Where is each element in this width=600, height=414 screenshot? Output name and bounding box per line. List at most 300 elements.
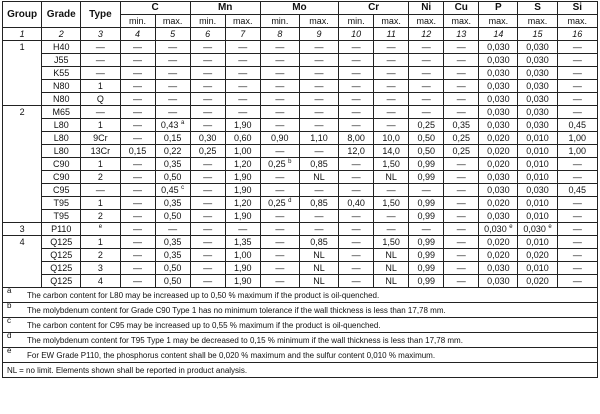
cell-c-min (120, 184, 155, 197)
cell-value: 0,99 (417, 250, 435, 260)
cell-c-max (155, 67, 190, 80)
cell-value: 0,25 (417, 120, 435, 130)
column-number: 15 (518, 28, 557, 41)
cell-value: 0,030 (487, 81, 510, 91)
cell-value: — (203, 185, 213, 195)
cell-c-max (155, 262, 190, 275)
cell-value: 1,50 (382, 198, 400, 208)
cell-value: — (572, 224, 582, 234)
cell-value: — (572, 68, 582, 78)
cell-value: — (275, 250, 285, 260)
footnote-key: b (7, 301, 12, 310)
cell-s (518, 80, 557, 93)
cell-mo-min (260, 262, 299, 275)
cell-value: — (314, 107, 324, 117)
cell-si (557, 93, 597, 106)
cell-value: — (133, 211, 143, 221)
cell-ni (409, 119, 444, 132)
cell-cr-max (374, 93, 409, 106)
cell-value: 0,020 (487, 250, 510, 260)
footnote-text: The molybdenum content for T95 Type 1 may be decreased to 0,15 % minimum if the wall thickness is less than 17,78 mm. (27, 336, 463, 345)
cell-value: 0,99 (417, 172, 435, 182)
table-row (3, 106, 598, 119)
cell-grade: T95 (42, 210, 81, 223)
cell-c-max (155, 119, 190, 132)
cell-mn-max (225, 249, 260, 262)
cell-cu (444, 236, 479, 249)
cell-value: — (386, 224, 396, 234)
cell-value: — (456, 159, 466, 169)
cell-value: — (133, 237, 143, 247)
cell-si (557, 106, 597, 119)
cell-s (518, 67, 557, 80)
cell-value: 0,35 (163, 250, 182, 260)
cell-value: — (421, 107, 431, 117)
cell-value: — (238, 68, 248, 78)
cell-value: — (572, 94, 582, 104)
cell-value: 0,25 (452, 146, 471, 156)
cell-value: — (572, 276, 582, 286)
column-number: 4 (120, 28, 155, 41)
cell-value: 0,010 (526, 146, 549, 156)
cell-value: — (203, 172, 213, 182)
cell-ni (409, 210, 444, 223)
cell-value: 0,020 (487, 237, 510, 247)
cell-value: 0,90 (271, 133, 289, 143)
cell-value: — (133, 276, 143, 286)
cell-type: 1 (81, 197, 120, 210)
cell-cr-min (339, 184, 374, 197)
cell-p (479, 249, 518, 262)
cell-value: 0,030 (526, 42, 549, 52)
cell-mn-max (225, 158, 260, 171)
cell-value: — (238, 42, 248, 52)
cell-grade: Q125 (42, 236, 81, 249)
cell-value: 0,99 (417, 159, 435, 169)
cell-value: — (421, 224, 431, 234)
cell-p (479, 41, 518, 54)
cell-value: 1,90 (233, 263, 252, 273)
header-c: C (120, 2, 190, 15)
cell-group (3, 67, 42, 80)
footnotes (2, 288, 598, 378)
cell-c-max (155, 106, 190, 119)
cell-value: NL (313, 172, 325, 182)
cell-type: 2 (81, 210, 120, 223)
cell-grade: L80 (42, 145, 81, 158)
cell-mo-min (260, 184, 299, 197)
cell-cr-min (339, 132, 374, 145)
cell-ni (409, 158, 444, 171)
cell-c-max (155, 184, 190, 197)
cell-type: — (81, 41, 120, 54)
cell-s (518, 93, 557, 106)
cell-p (479, 67, 518, 80)
cell-si (557, 132, 597, 145)
cell-value: 1,20 (233, 198, 252, 208)
cell-value: — (386, 211, 396, 221)
cell-mn-max (225, 106, 260, 119)
nl-note (3, 363, 597, 377)
cell-value: 0,030 (487, 120, 510, 130)
cell-mo-max (299, 119, 338, 132)
cell-c-max (155, 93, 190, 106)
cell-value: — (572, 211, 582, 221)
cell-value: 0,020 (526, 276, 549, 286)
cell-mn-max (225, 93, 260, 106)
cell-cu (444, 210, 479, 223)
cell-value: — (572, 263, 582, 273)
cell-p (479, 236, 518, 249)
cell-value: — (133, 120, 143, 130)
cell-group (3, 158, 42, 171)
cell-type: 1 (81, 119, 120, 132)
cell-s (518, 41, 557, 54)
cell-ni (409, 145, 444, 158)
cell-s (518, 171, 557, 184)
cell-cr-min (339, 80, 374, 93)
cell-value: — (421, 55, 431, 65)
cell-value: — (456, 68, 466, 78)
cell-cr-min (339, 41, 374, 54)
cell-cr-min (339, 171, 374, 184)
cell-cu (444, 158, 479, 171)
cell-mn-max (225, 184, 260, 197)
cell-type: — (81, 54, 120, 67)
cell-value: — (275, 81, 285, 91)
cell-cu (444, 54, 479, 67)
cell-grade: T95 (42, 197, 81, 210)
cell-value: 1,35 (233, 237, 252, 247)
cell-si (557, 236, 597, 249)
cell-cr-max (374, 145, 409, 158)
cell-type: — (81, 67, 120, 80)
cell-value: 0,35 (452, 120, 471, 130)
cell-value: 0,030 (487, 276, 510, 286)
cell-value: 0,50 (417, 133, 435, 143)
cell-value: — (351, 224, 361, 234)
cell-value: 1,90 (233, 172, 252, 182)
cell-mo-min (260, 80, 299, 93)
footnote-ref: b (288, 159, 292, 165)
header-c-min: min. (120, 15, 155, 28)
cell-mo-min (260, 158, 299, 171)
cell-value: NL (385, 276, 397, 286)
cell-value: — (133, 55, 143, 65)
cell-value: — (386, 68, 396, 78)
cell-value: — (203, 211, 213, 221)
cell-value: — (456, 81, 466, 91)
cell-mo-max (299, 93, 338, 106)
cell-mo-min (260, 93, 299, 106)
cell-mo-min (260, 249, 299, 262)
cell-value: — (133, 81, 143, 91)
cell-value: 0,030 (487, 68, 510, 78)
cell-value: — (386, 55, 396, 65)
cell-value: — (421, 81, 431, 91)
cell-value: — (238, 94, 248, 104)
cell-group (3, 184, 42, 197)
cell-s (518, 145, 557, 158)
cell-cu (444, 197, 479, 210)
cell-cu (444, 93, 479, 106)
cell-value: — (203, 250, 213, 260)
cell-cr-max (374, 54, 409, 67)
cell-c-max (155, 236, 190, 249)
cell-value: — (314, 224, 324, 234)
cell-c-min (120, 223, 155, 236)
cell-s (518, 223, 557, 236)
cell-value: — (203, 263, 213, 273)
cell-p (479, 132, 518, 145)
cell-value: 0,020 (487, 159, 510, 169)
cell-cu (444, 171, 479, 184)
cell-cu (444, 145, 479, 158)
cell-c-max (155, 171, 190, 184)
cell-value: 0,030 (526, 120, 549, 130)
cell-type: 3 (81, 262, 120, 275)
cell-value: — (275, 68, 285, 78)
cell-mn-min (190, 54, 225, 67)
footnote-ref: e (509, 224, 513, 230)
cell-value: 0,99 (417, 211, 435, 221)
cell-mo-min (260, 54, 299, 67)
cell-type: — (81, 184, 120, 197)
cell-value: 0,030 (487, 211, 510, 221)
cell-si (557, 262, 597, 275)
cell-mn-min (190, 197, 225, 210)
cell-grade: N80 (42, 80, 81, 93)
footnote-ref: c (181, 185, 185, 191)
cell-group (3, 119, 42, 132)
cell-cr-min (339, 93, 374, 106)
cell-value: — (203, 42, 213, 52)
cell-c-min (120, 54, 155, 67)
column-number: 5 (155, 28, 190, 41)
cell-value: — (572, 81, 582, 91)
cell-value: — (314, 185, 324, 195)
cell-c-max (155, 249, 190, 262)
cell-s (518, 197, 557, 210)
cell-p (479, 210, 518, 223)
cell-value: — (572, 42, 582, 52)
table-row (3, 80, 598, 93)
cell-value: — (203, 81, 213, 91)
cell-ni (409, 54, 444, 67)
table-row (3, 132, 598, 145)
cell-mn-max (225, 54, 260, 67)
header-row-column-numbers (3, 28, 598, 41)
cell-s (518, 275, 557, 288)
cell-value: 12,0 (347, 146, 365, 156)
cell-value: — (275, 276, 285, 286)
table-body (3, 41, 598, 288)
cell-cu (444, 223, 479, 236)
cell-s (518, 249, 557, 262)
cell-value: 0,030 (526, 107, 549, 117)
cell-value: — (456, 237, 466, 247)
cell-si (557, 54, 597, 67)
cell-mo-max (299, 41, 338, 54)
cell-value: 0,50 (163, 263, 182, 273)
cell-value: 0,85 (310, 237, 328, 247)
cell-mn-max (225, 236, 260, 249)
chemical-requirements-table-container (2, 1, 598, 378)
cell-group (3, 132, 42, 145)
cell-cu (444, 67, 479, 80)
cell-value: — (168, 107, 178, 117)
cell-ni (409, 41, 444, 54)
cell-value: — (456, 185, 466, 195)
cell-group (3, 197, 42, 210)
cell-mo-min (260, 119, 299, 132)
column-number: 13 (444, 28, 479, 41)
cell-grade: L80 (42, 132, 81, 145)
column-number: 2 (42, 28, 81, 41)
footnote-ref: d (288, 198, 292, 204)
footnote-ref: a (180, 120, 185, 126)
cell-value: — (456, 211, 466, 221)
cell-value: 0,22 (163, 146, 182, 156)
cell-cr-min (339, 67, 374, 80)
footnote-c (3, 318, 597, 333)
cell-s (518, 132, 557, 145)
cell-cr-max (374, 275, 409, 288)
cell-value: 1,00 (233, 250, 252, 260)
cell-value: 0,020 (487, 146, 510, 156)
cell-value: — (203, 224, 213, 234)
cell-value: — (421, 68, 431, 78)
cell-value: — (203, 159, 213, 169)
cell-mo-max (299, 80, 338, 93)
footnote-a (3, 288, 597, 303)
cell-value: 0,99 (417, 276, 435, 286)
cell-value: 0,15 (128, 146, 147, 156)
cell-value: — (133, 185, 143, 195)
cell-mn-min (190, 223, 225, 236)
footnote-d (3, 333, 597, 348)
cell-grade: P110 (42, 223, 81, 236)
cell-mo-min (260, 197, 299, 210)
cell-value: 0,50 (163, 211, 182, 221)
cell-group (3, 145, 42, 158)
cell-value: 0,45 (568, 120, 587, 130)
cell-value: — (572, 159, 582, 169)
cell-cu (444, 132, 479, 145)
cell-value: — (203, 276, 213, 286)
cell-mo-max (299, 132, 338, 145)
cell-ni (409, 132, 444, 145)
cell-si (557, 119, 597, 132)
cell-mo-min (260, 223, 299, 236)
cell-value: — (351, 68, 361, 78)
cell-grade: M65 (42, 106, 81, 119)
cell-ni (409, 80, 444, 93)
cell-c-max (155, 223, 190, 236)
cell-c-max (155, 158, 190, 171)
cell-c-min (120, 275, 155, 288)
cell-ni (409, 106, 444, 119)
column-number: 10 (339, 28, 374, 41)
cell-value: — (421, 42, 431, 52)
cell-value: 1,00 (568, 133, 587, 143)
cell-value: 0,85 (310, 198, 328, 208)
cell-value: — (203, 68, 213, 78)
cell-s (518, 210, 557, 223)
cell-mo-max (299, 67, 338, 80)
cell-si (557, 197, 597, 210)
table-row (3, 54, 598, 67)
cell-value: — (351, 42, 361, 52)
cell-p (479, 80, 518, 93)
cell-cu (444, 119, 479, 132)
cell-value: — (133, 250, 143, 260)
cell-value: — (456, 172, 466, 182)
header-si: Si (557, 2, 597, 15)
cell-value: — (572, 250, 582, 260)
cell-grade: C95 (42, 184, 81, 197)
cell-value: 0,010 (526, 263, 549, 273)
cell-value: 1,90 (233, 185, 252, 195)
cell-mn-max (225, 197, 260, 210)
cell-value: 0,50 (163, 172, 182, 182)
cell-p (479, 184, 518, 197)
table-row (3, 171, 598, 184)
cell-p (479, 197, 518, 210)
cell-value: — (351, 211, 361, 221)
cell-value: 1,50 (382, 237, 400, 247)
nl-note-text: NL = no limit. Elements shown shall be reported in product analysis. (7, 366, 248, 375)
cell-value: — (168, 224, 178, 234)
cell-value: 0,030 (487, 107, 510, 117)
cell-value: 1,50 (382, 159, 400, 169)
cell-group: 3 (3, 223, 42, 236)
header-mn-min: min. (190, 15, 225, 28)
cell-mn-min (190, 262, 225, 275)
cell-s (518, 119, 557, 132)
cell-mn-min (190, 275, 225, 288)
cell-value: 0,010 (526, 172, 549, 182)
cell-value: 0,99 (417, 263, 435, 273)
cell-ni (409, 184, 444, 197)
cell-value: NL (313, 250, 325, 260)
cell-value: 10,0 (382, 133, 400, 143)
cell-p (479, 158, 518, 171)
cell-value: — (351, 185, 361, 195)
cell-p (479, 106, 518, 119)
cell-cr-min (339, 54, 374, 67)
cell-value: — (133, 198, 143, 208)
cell-type: 13Cr (81, 145, 120, 158)
cell-value: — (421, 94, 431, 104)
cell-value: 0,030 (487, 185, 510, 195)
header-cu-max: max. (444, 15, 479, 28)
cell-value: — (386, 42, 396, 52)
cell-type: 9Cr (81, 132, 120, 145)
header-mn: Mn (190, 2, 260, 15)
cell-value: 0,030 (484, 224, 507, 234)
cell-value: — (572, 55, 582, 65)
cell-c-min (120, 158, 155, 171)
cell-c-min (120, 197, 155, 210)
cell-value: — (351, 250, 361, 260)
cell-value: — (238, 224, 248, 234)
cell-c-min (120, 67, 155, 80)
cell-mo-min (260, 106, 299, 119)
cell-c-min (120, 119, 155, 132)
cell-mn-min (190, 132, 225, 145)
cell-value: 0,85 (310, 159, 328, 169)
